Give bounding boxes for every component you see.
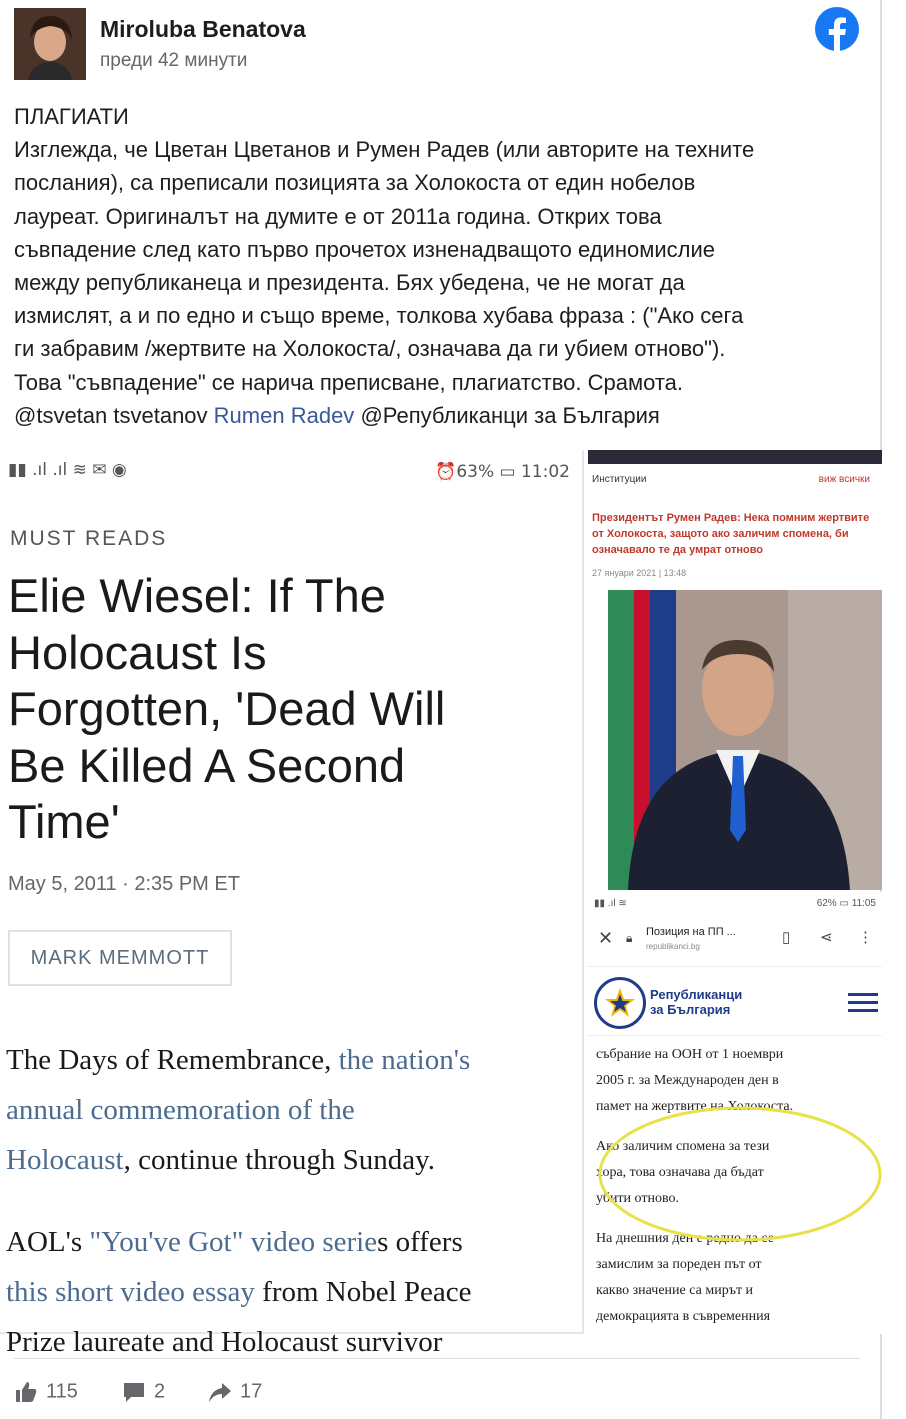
post-text-line: Изглежда, че Цветан Цветанов и Румен Радев (или авторите на техните xyxy=(14,137,755,163)
text-line: демокрацията в съвременния xyxy=(596,1309,771,1324)
body-line xyxy=(6,1217,582,1267)
close-icon[interactable]: ✕ xyxy=(598,928,614,948)
article-headline xyxy=(8,568,578,851)
share-count[interactable] xyxy=(208,1380,262,1404)
presidency-date: 27 януари 2021 | 13:48 xyxy=(592,568,687,578)
comment-count[interactable] xyxy=(122,1380,165,1404)
headline-line: Forgotten, 'Dead Will xyxy=(8,682,446,736)
text-line: какво значение са мирът и xyxy=(596,1283,754,1298)
site-header xyxy=(588,966,882,1036)
like-icon xyxy=(14,1380,38,1404)
article-link[interactable]: Holocaust xyxy=(6,1144,124,1176)
post-text-line: измислят, а и по едно и също време, толкова хубава фраза : ("Ако сега xyxy=(14,303,744,329)
post-text-line: между републиканеца и президента. Бях убедена, че не могат да xyxy=(14,270,685,296)
status-icons-right: 62% ▭ 11:05 xyxy=(816,898,876,909)
divider xyxy=(14,1358,860,1359)
tag-republikanci[interactable]: @Републиканци за България xyxy=(360,402,660,428)
author-name[interactable]: Miroluba Benatova xyxy=(100,16,306,42)
bookmark-icon[interactable]: ▯ xyxy=(782,929,791,946)
presidency-headline: Президентът Румен Радев: Нека помним жертвите от Холокоста, защото ако заличим спомена, би означавало те да умрат отново xyxy=(592,512,870,556)
article-link[interactable]: the nation's xyxy=(338,1044,471,1076)
post-text-line: лауреат. Оригиналът на думите е от 2011а година. Открих това xyxy=(14,203,662,229)
body-text: from Nobel Peace xyxy=(254,1276,472,1308)
like-count-value: 115 xyxy=(46,1380,78,1403)
status-icons-left: ▮▮ .ıl .ıl ≋ ✉ ◉ xyxy=(8,460,127,480)
highlighted-quote-line: убити отново. xyxy=(596,1191,679,1206)
text-line: памет на жертвите на Холокоста. xyxy=(596,1099,794,1114)
headline-line: Time' xyxy=(8,795,120,849)
share-icon[interactable]: ⋖ xyxy=(820,929,833,946)
republikanci-logo-icon[interactable] xyxy=(594,977,646,1029)
body-text: AOL's xyxy=(6,1226,90,1258)
facebook-icon xyxy=(814,6,860,52)
body-text: The Days of Remembrance, xyxy=(6,1044,339,1076)
status-icons-right: ⏰63% ▭ 11:02 xyxy=(435,462,570,482)
more-options-icon[interactable]: ⋮ xyxy=(858,929,873,946)
headline-line: Elie Wiesel: If The xyxy=(8,569,386,622)
body-text: , continue through Sunday. xyxy=(123,1144,436,1176)
article-author-button[interactable]: MARK MEMMOTT xyxy=(8,930,232,986)
post-tags-line xyxy=(14,399,864,432)
browser-url-bar xyxy=(588,922,882,958)
brand-name: за България xyxy=(650,1002,731,1017)
page-title: Позиция на ПП ... xyxy=(646,926,736,938)
phone-status-bar xyxy=(594,898,876,909)
article-link[interactable]: annual commemoration of the xyxy=(6,1094,355,1126)
highlight-ellipse xyxy=(594,1100,884,1250)
post-text-line: съвпадение след като първо прочетох изненадващото единомислие xyxy=(14,236,715,262)
npr-article-screenshot[interactable] xyxy=(0,450,584,1358)
highlighted-quote-line: хора, това означава да бъдат xyxy=(596,1165,764,1180)
text-line: На днешния ден е редно да се xyxy=(596,1231,774,1246)
post-text-line: послания), са преписали позицията за Холокоста от един нобелов xyxy=(14,170,696,196)
body-text: s offers xyxy=(377,1226,463,1258)
section-label: MUST READS xyxy=(10,527,168,550)
category-label: Институции xyxy=(592,474,647,485)
body-line xyxy=(6,1085,582,1135)
tag-tsvetanov[interactable]: @tsvetan tsvetanov xyxy=(14,402,208,428)
site-header-bar xyxy=(588,450,882,464)
body-line xyxy=(6,1135,582,1185)
text-line: 2005 г. за Международен ден в xyxy=(596,1073,779,1088)
body-line: Prize laureate and Holocaust survivor xyxy=(6,1326,443,1358)
post-text-line: ги забравим /жертвите на Холокоста/, означава да ги убием отново"). xyxy=(14,336,726,362)
article-link[interactable]: "You've Got" video serie xyxy=(89,1226,378,1258)
article-date: May 5, 2011 · 2:35 PM ET xyxy=(8,873,240,895)
post-time[interactable]: преди 42 минути xyxy=(100,50,248,71)
text-line: замислим за пореден път от xyxy=(596,1257,762,1272)
page-domain: republikanci.bg xyxy=(646,942,700,951)
tag-rumen-radev-link[interactable]: Rumen Radev xyxy=(213,402,355,428)
hamburger-menu-icon[interactable] xyxy=(848,993,878,1017)
president-photo xyxy=(588,590,882,890)
body-line xyxy=(6,1267,582,1317)
headline-line: Holocaust Is xyxy=(8,625,267,679)
post-text-line: ПЛАГИАТИ xyxy=(14,104,129,129)
share-count-value: 17 xyxy=(240,1380,263,1403)
comment-icon xyxy=(122,1380,146,1404)
text-line: събрание на ООН от 1 ноември xyxy=(596,1047,784,1062)
comment-count-value: 2 xyxy=(154,1380,166,1403)
post-text xyxy=(14,100,864,432)
avatar[interactable] xyxy=(14,8,86,80)
category-all-link[interactable]: виж всички xyxy=(818,474,870,485)
presidency-article-screenshot[interactable] xyxy=(588,450,882,890)
lock-icon: 🔒︎ xyxy=(626,931,633,945)
post-text-line: Това "съвпадение" се нарича преписване, плагиатство. Срамота. xyxy=(14,369,684,395)
headline-line: Be Killed A Second xyxy=(8,738,406,792)
brand-name: Републиканци xyxy=(650,987,743,1002)
status-icons-left: ▮▮ .ıl ≋ xyxy=(594,898,627,909)
article-link[interactable]: this short video essay xyxy=(6,1276,255,1308)
phone-status-bar xyxy=(0,450,584,496)
body-line xyxy=(6,1035,582,1085)
share-arrow-icon xyxy=(208,1380,232,1404)
highlighted-quote-line: Ако заличим спомена за тези xyxy=(596,1139,770,1154)
article-body xyxy=(6,1035,582,1367)
like-count[interactable] xyxy=(14,1380,78,1404)
